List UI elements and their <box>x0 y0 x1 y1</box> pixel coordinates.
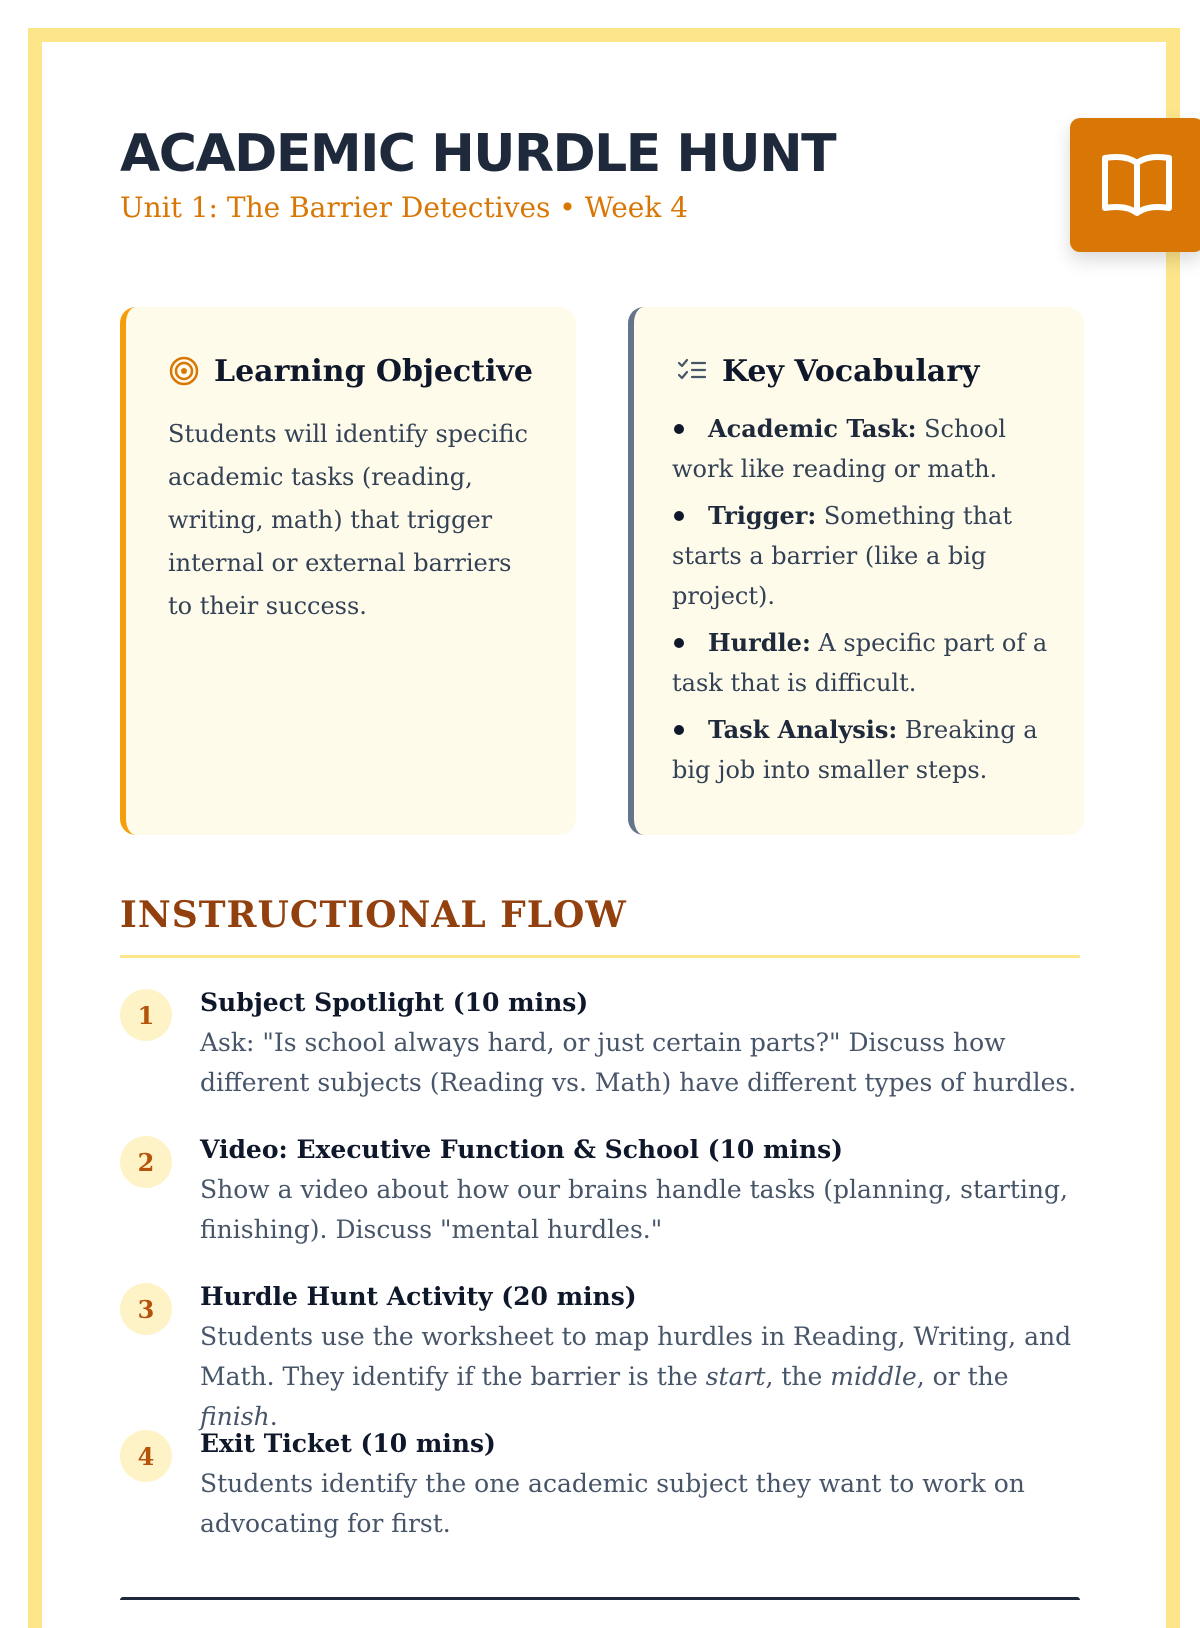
step-description: Show a video about how our brains handle tasks (planning, starting, finishing). Discuss "mental hurdles." <box>200 1175 1068 1244</box>
step-number: 4 <box>120 1430 172 1482</box>
vocabulary-item <box>672 409 1048 489</box>
page-subtitle: Unit 1: The Barrier Detectives • Week 4 <box>120 191 689 224</box>
bullet-icon <box>674 511 684 521</box>
step-description: Students identify the one academic subject they want to work on advocating for first. <box>200 1469 1025 1538</box>
vocabulary-definition: Something that starts a barrier (like a big project). <box>672 502 1012 610</box>
vocabulary-item <box>672 710 1048 790</box>
vocabulary-term: Academic Task: <box>708 414 917 443</box>
step-description-text: , or the <box>916 1362 1009 1391</box>
learning-objective-card <box>120 307 576 835</box>
target-icon <box>168 355 200 387</box>
step-title: Video: Executive Function & School (10 mins) <box>200 1135 844 1164</box>
vocabulary-definition: School work like reading or math. <box>672 415 1006 483</box>
key-vocabulary-header <box>676 349 1048 393</box>
vocabulary-list <box>672 409 1048 790</box>
key-vocabulary-title: Key Vocabulary <box>722 353 980 389</box>
learning-objective-title: Learning Objective <box>214 353 533 389</box>
vocabulary-term: Task Analysis: <box>708 715 898 744</box>
vocabulary-item <box>672 496 1048 616</box>
bullet-icon <box>674 725 684 735</box>
bullet-icon <box>674 424 684 434</box>
book-open-icon <box>1099 151 1175 219</box>
step-description-emphasis: middle <box>830 1362 917 1391</box>
step-description-emphasis: finish <box>200 1402 270 1431</box>
section-divider <box>120 955 1080 958</box>
instructional-steps <box>120 983 1080 1571</box>
step-item <box>120 1424 1080 1571</box>
step-number: 1 <box>120 989 172 1041</box>
vocabulary-definition: Breaking a big job into smaller steps. <box>672 716 1038 784</box>
step-item <box>120 1277 1080 1431</box>
step-description-emphasis: start <box>705 1362 766 1391</box>
step-number: 3 <box>120 1283 172 1335</box>
step-description-text: Students use the worksheet to map hurdles in Reading, Writing, and Math. They identify if the barrier is the <box>200 1322 1072 1391</box>
instructional-flow-title: INSTRUCTIONAL FLOW <box>120 894 627 936</box>
bullet-icon <box>674 638 684 648</box>
lesson-header <box>120 118 1080 258</box>
page-title: ACADEMIC HURDLE HUNT <box>120 124 836 184</box>
book-badge <box>1070 118 1200 252</box>
step-description <box>200 1317 1080 1437</box>
key-vocabulary-card <box>628 307 1084 835</box>
vocabulary-definition: A specific part of a task that is difficult. <box>672 629 1048 697</box>
step-title: Subject Spotlight (10 mins) <box>200 988 589 1017</box>
learning-objective-header <box>168 349 540 393</box>
step-number: 2 <box>120 1136 172 1188</box>
learning-objective-text: Students will identify specific academic tasks (reading, writing, math) that trigger internal or external barriers to their success. <box>168 420 528 620</box>
step-item <box>120 983 1080 1130</box>
step-title: Hurdle Hunt Activity (20 mins) <box>200 1282 637 1311</box>
vocabulary-item <box>672 623 1048 703</box>
vocabulary-term: Trigger: <box>708 501 817 530</box>
step-description-text: . <box>269 1402 278 1431</box>
step-description: Ask: "Is school always hard, or just certain parts?" Discuss how different subjects (Reading vs. Math) have different types of hurdles. <box>200 1028 1077 1097</box>
step-description-text: , the <box>765 1362 831 1391</box>
vocabulary-term: Hurdle: <box>708 628 811 657</box>
step-item <box>120 1130 1080 1277</box>
checklist-icon <box>676 355 708 387</box>
step-title: Exit Ticket (10 mins) <box>200 1429 496 1458</box>
